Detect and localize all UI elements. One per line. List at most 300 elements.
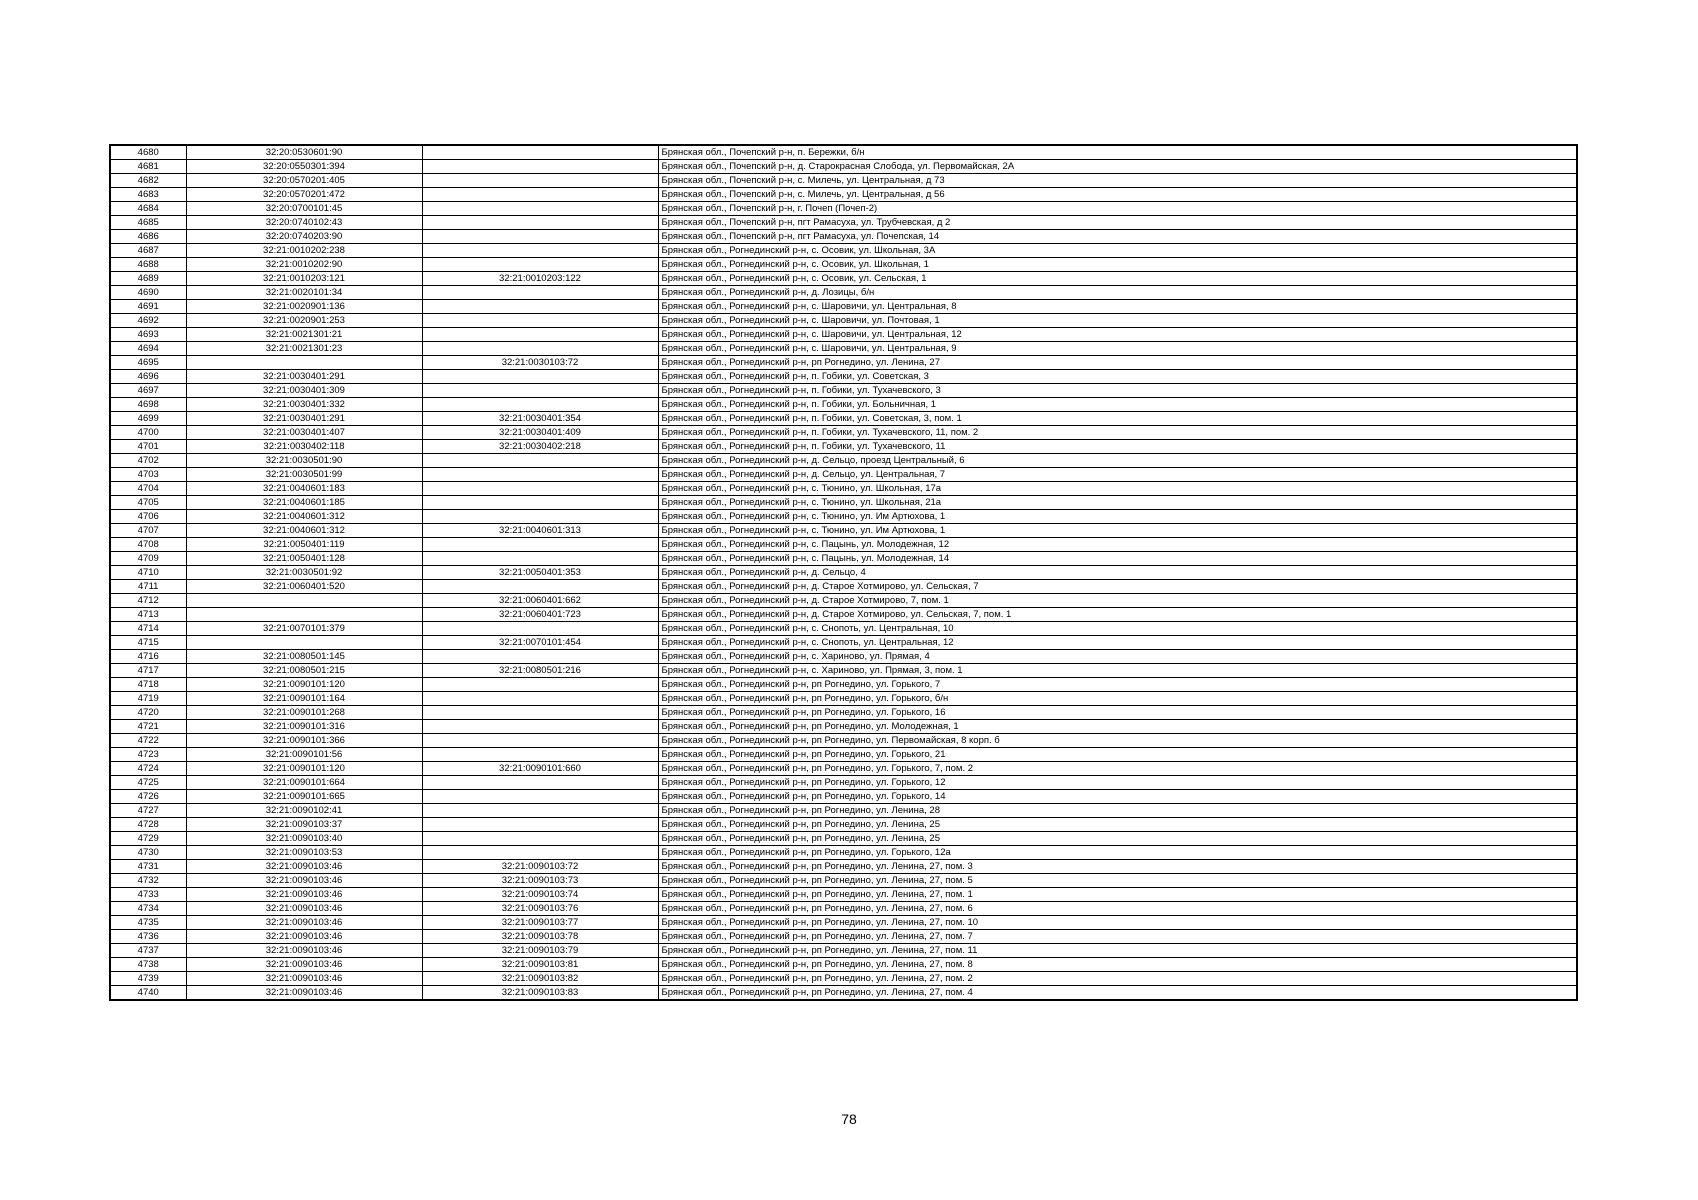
table-row [110, 510, 1577, 524]
cadastral-number-cell: 32:21:0040601:312 [186, 510, 422, 524]
cadastral-number-cell: 32:21:0090101:268 [186, 706, 422, 720]
row-number-cell: 4699 [110, 412, 186, 426]
related-cadastral-number-cell [422, 174, 658, 188]
cadastral-number-cell: 32:21:0030501:92 [186, 566, 422, 580]
address-cell: Брянская обл., Рогнединский р-н, с. Тюнино, ул. Школьная, 17а [658, 482, 1577, 496]
address-cell: Брянская обл., Рогнединский р-н, п. Гобики, ул. Больничная, 1 [658, 398, 1577, 412]
address-cell: Брянская обл., Рогнединский р-н, д. Сельцо, проезд Центральный, 6 [658, 454, 1577, 468]
row-number-cell: 4712 [110, 594, 186, 608]
row-number-cell: 4702 [110, 454, 186, 468]
cadastral-number-cell: 32:21:0090101:664 [186, 776, 422, 790]
row-number-cell: 4725 [110, 776, 186, 790]
address-cell: Брянская обл., Рогнединский р-н, п. Гобики, ул. Тухачевского, 3 [658, 384, 1577, 398]
cadastral-number-cell [186, 356, 422, 370]
table-body [110, 145, 1577, 1000]
cadastral-number-cell: 32:21:0030401:291 [186, 370, 422, 384]
address-cell: Брянская обл., Рогнединский р-н, рп Рогнедино, ул. Ленина, 27, пом. 11 [658, 944, 1577, 958]
related-cadastral-number-cell [422, 482, 658, 496]
cadastral-number-cell: 32:21:0090103:46 [186, 958, 422, 972]
table-row [110, 594, 1577, 608]
address-cell: Брянская обл., Рогнединский р-н, д. Сельцо, 4 [658, 566, 1577, 580]
row-number-cell: 4731 [110, 860, 186, 874]
address-cell: Брянская обл., Почепский р-н, д. Старокрасная Слобода, ул. Первомайская, 2А [658, 160, 1577, 174]
row-number-cell: 4682 [110, 174, 186, 188]
row-number-cell: 4736 [110, 930, 186, 944]
related-cadastral-number-cell [422, 202, 658, 216]
table-row [110, 314, 1577, 328]
row-number-cell: 4734 [110, 902, 186, 916]
row-number-cell: 4729 [110, 832, 186, 846]
related-cadastral-number-cell [422, 678, 658, 692]
row-number-cell: 4689 [110, 272, 186, 286]
property-table [109, 144, 1578, 1001]
row-number-cell: 4737 [110, 944, 186, 958]
table-row [110, 496, 1577, 510]
cadastral-number-cell: 32:21:0070101:379 [186, 622, 422, 636]
table-row [110, 664, 1577, 678]
row-number-cell: 4717 [110, 664, 186, 678]
address-cell: Брянская обл., Рогнединский р-н, п. Гобики, ул. Тухачевского, 11 [658, 440, 1577, 454]
address-cell: Брянская обл., Рогнединский р-н, рп Рогнедино, ул. Молодежная, 1 [658, 720, 1577, 734]
address-cell: Брянская обл., Рогнединский р-н, рп Рогнедино, ул. Горького, 16 [658, 706, 1577, 720]
row-number-cell: 4693 [110, 328, 186, 342]
related-cadastral-number-cell: 32:21:0090103:79 [422, 944, 658, 958]
related-cadastral-number-cell [422, 538, 658, 552]
address-cell: Брянская обл., Рогнединский р-н, д. Лозицы, б/н [658, 286, 1577, 300]
table-row [110, 566, 1577, 580]
cadastral-number-cell: 32:21:0080501:145 [186, 650, 422, 664]
row-number-cell: 4732 [110, 874, 186, 888]
row-number-cell: 4714 [110, 622, 186, 636]
related-cadastral-number-cell [422, 300, 658, 314]
address-cell: Брянская обл., Рогнединский р-н, с. Шаровичи, ул. Центральная, 12 [658, 328, 1577, 342]
address-cell: Брянская обл., Рогнединский р-н, с. Тюнино, ул. Им Артюхова, 1 [658, 524, 1577, 538]
address-cell: Брянская обл., Рогнединский р-н, с. Осовик, ул. Школьная, 3А [658, 244, 1577, 258]
row-number-cell: 4692 [110, 314, 186, 328]
table-row [110, 748, 1577, 762]
cadastral-number-cell: 32:21:0050401:128 [186, 552, 422, 566]
row-number-cell: 4710 [110, 566, 186, 580]
related-cadastral-number-cell: 32:21:0090103:77 [422, 916, 658, 930]
row-number-cell: 4719 [110, 692, 186, 706]
cadastral-number-cell: 32:21:0020101:34 [186, 286, 422, 300]
related-cadastral-number-cell [422, 552, 658, 566]
related-cadastral-number-cell [422, 244, 658, 258]
table-row [110, 258, 1577, 272]
table-row [110, 230, 1577, 244]
address-cell: Брянская обл., Рогнединский р-н, с. Шаровичи, ул. Центральная, 9 [658, 342, 1577, 356]
table-row [110, 202, 1577, 216]
row-number-cell: 4738 [110, 958, 186, 972]
table-row [110, 398, 1577, 412]
row-number-cell: 4709 [110, 552, 186, 566]
address-cell: Брянская обл., Рогнединский р-н, с. Осовик, ул. Сельская, 1 [658, 272, 1577, 286]
row-number-cell: 4694 [110, 342, 186, 356]
row-number-cell: 4718 [110, 678, 186, 692]
row-number-cell: 4687 [110, 244, 186, 258]
table-row [110, 944, 1577, 958]
row-number-cell: 4703 [110, 468, 186, 482]
table-row [110, 832, 1577, 846]
related-cadastral-number-cell: 32:21:0050401:353 [422, 566, 658, 580]
cadastral-number-cell: 32:21:0090103:46 [186, 930, 422, 944]
cadastral-number-cell: 32:21:0090103:46 [186, 874, 422, 888]
row-number-cell: 4685 [110, 216, 186, 230]
cadastral-number-cell: 32:20:0740102:43 [186, 216, 422, 230]
address-cell: Брянская обл., Рогнединский р-н, рп Рогнедино, ул. Ленина, 27 [658, 356, 1577, 370]
table-row [110, 958, 1577, 972]
cadastral-number-cell: 32:20:0550301:394 [186, 160, 422, 174]
table-row [110, 846, 1577, 860]
row-number-cell: 4726 [110, 790, 186, 804]
table-row [110, 874, 1577, 888]
related-cadastral-number-cell [422, 160, 658, 174]
row-number-cell: 4740 [110, 986, 186, 1001]
related-cadastral-number-cell [422, 314, 658, 328]
address-cell: Брянская обл., Рогнединский р-н, с. Пацынь, ул. Молодежная, 12 [658, 538, 1577, 552]
row-number-cell: 4735 [110, 916, 186, 930]
table-row [110, 244, 1577, 258]
related-cadastral-number-cell [422, 188, 658, 202]
related-cadastral-number-cell [422, 468, 658, 482]
address-cell: Брянская обл., Рогнединский р-н, с. Хариново, ул. Прямая, 3, пом. 1 [658, 664, 1577, 678]
row-number-cell: 4707 [110, 524, 186, 538]
table-row [110, 636, 1577, 650]
table-row [110, 650, 1577, 664]
row-number-cell: 4680 [110, 145, 186, 160]
row-number-cell: 4728 [110, 818, 186, 832]
table-row [110, 216, 1577, 230]
related-cadastral-number-cell [422, 145, 658, 160]
address-cell: Брянская обл., Рогнединский р-н, рп Рогнедино, ул. Ленина, 27, пом. 1 [658, 888, 1577, 902]
table-row [110, 608, 1577, 622]
related-cadastral-number-cell: 32:21:0090103:81 [422, 958, 658, 972]
row-number-cell: 4695 [110, 356, 186, 370]
table-row [110, 930, 1577, 944]
cadastral-number-cell: 32:21:0020901:136 [186, 300, 422, 314]
related-cadastral-number-cell [422, 846, 658, 860]
cadastral-number-cell: 32:21:0090101:665 [186, 790, 422, 804]
row-number-cell: 4705 [110, 496, 186, 510]
cadastral-number-cell: 32:20:0530601:90 [186, 145, 422, 160]
cadastral-number-cell: 32:20:0570201:405 [186, 174, 422, 188]
table-row [110, 580, 1577, 594]
related-cadastral-number-cell [422, 384, 658, 398]
cadastral-number-cell: 32:21:0090103:46 [186, 860, 422, 874]
address-cell: Брянская обл., Почепский р-н, с. Милечь, ул. Центральная, д 73 [658, 174, 1577, 188]
table-row [110, 818, 1577, 832]
table-row [110, 720, 1577, 734]
cadastral-number-cell: 32:21:0030501:90 [186, 454, 422, 468]
address-cell: Брянская обл., Рогнединский р-н, рп Рогнедино, ул. Первомайская, 8 корп. б [658, 734, 1577, 748]
table-row [110, 174, 1577, 188]
row-number-cell: 4716 [110, 650, 186, 664]
table-row [110, 342, 1577, 356]
row-number-cell: 4733 [110, 888, 186, 902]
table-row [110, 524, 1577, 538]
row-number-cell: 4715 [110, 636, 186, 650]
related-cadastral-number-cell: 32:21:0090103:73 [422, 874, 658, 888]
address-cell: Брянская обл., Рогнединский р-н, с. Тюнино, ул. Школьная, 21а [658, 496, 1577, 510]
table-row [110, 986, 1577, 1001]
table-row [110, 300, 1577, 314]
cadastral-number-cell: 32:21:0080501:215 [186, 664, 422, 678]
table-row [110, 286, 1577, 300]
address-cell: Брянская обл., Рогнединский р-н, рп Рогнедино, ул. Ленина, 27, пом. 7 [658, 930, 1577, 944]
cadastral-number-cell: 32:21:0090101:316 [186, 720, 422, 734]
related-cadastral-number-cell: 32:21:0060401:662 [422, 594, 658, 608]
row-number-cell: 4739 [110, 972, 186, 986]
related-cadastral-number-cell: 32:21:0060401:723 [422, 608, 658, 622]
related-cadastral-number-cell [422, 790, 658, 804]
address-cell: Брянская обл., Рогнединский р-н, рп Рогнедино, ул. Ленина, 27, пом. 10 [658, 916, 1577, 930]
cadastral-number-cell: 32:21:0030401:309 [186, 384, 422, 398]
table-row [110, 160, 1577, 174]
table-row [110, 272, 1577, 286]
related-cadastral-number-cell: 32:21:0030401:354 [422, 412, 658, 426]
address-cell: Брянская обл., Рогнединский р-н, п. Гобики, ул. Советская, 3 [658, 370, 1577, 384]
related-cadastral-number-cell [422, 804, 658, 818]
table-row [110, 790, 1577, 804]
related-cadastral-number-cell: 32:21:0080501:216 [422, 664, 658, 678]
related-cadastral-number-cell [422, 286, 658, 300]
table-row [110, 426, 1577, 440]
address-cell: Брянская обл., Рогнединский р-н, с. Снопоть, ул. Центральная, 12 [658, 636, 1577, 650]
cadastral-number-cell: 32:21:0010202:238 [186, 244, 422, 258]
related-cadastral-number-cell: 32:21:0010203:122 [422, 272, 658, 286]
table-row [110, 454, 1577, 468]
related-cadastral-number-cell [422, 580, 658, 594]
row-number-cell: 4697 [110, 384, 186, 398]
address-cell: Брянская обл., Рогнединский р-н, рп Рогнедино, ул. Ленина, 28 [658, 804, 1577, 818]
address-cell: Брянская обл., Рогнединский р-н, с. Шаровичи, ул. Почтовая, 1 [658, 314, 1577, 328]
address-cell: Брянская обл., Рогнединский р-н, д. Старое Хотмирово, ул. Сельская, 7, пом. 1 [658, 608, 1577, 622]
address-cell: Брянская обл., Рогнединский р-н, рп Рогнедино, ул. Горького, 14 [658, 790, 1577, 804]
related-cadastral-number-cell [422, 328, 658, 342]
related-cadastral-number-cell [422, 832, 658, 846]
related-cadastral-number-cell [422, 776, 658, 790]
cadastral-number-cell: 32:21:0090103:40 [186, 832, 422, 846]
table-row [110, 706, 1577, 720]
cadastral-number-cell: 32:21:0090103:37 [186, 818, 422, 832]
address-cell: Брянская обл., Рогнединский р-н, д. Старое Хотмирово, ул. Сельская, 7 [658, 580, 1577, 594]
related-cadastral-number-cell [422, 692, 658, 706]
address-cell: Брянская обл., Почепский р-н, п. Бережки, б/н [658, 145, 1577, 160]
table-row [110, 370, 1577, 384]
cadastral-number-cell [186, 594, 422, 608]
table-row [110, 692, 1577, 706]
address-cell: Брянская обл., Почепский р-н, пгт Рамасуха, ул. Почепская, 14 [658, 230, 1577, 244]
related-cadastral-number-cell: 32:21:0040601:313 [422, 524, 658, 538]
row-number-cell: 4724 [110, 762, 186, 776]
address-cell: Брянская обл., Рогнединский р-н, рп Рогнедино, ул. Ленина, 27, пом. 3 [658, 860, 1577, 874]
row-number-cell: 4708 [110, 538, 186, 552]
row-number-cell: 4727 [110, 804, 186, 818]
address-cell: Брянская обл., Рогнединский р-н, рп Рогнедино, ул. Ленина, 27, пом. 8 [658, 958, 1577, 972]
related-cadastral-number-cell [422, 706, 658, 720]
table-row [110, 384, 1577, 398]
table-row [110, 622, 1577, 636]
row-number-cell: 4684 [110, 202, 186, 216]
related-cadastral-number-cell: 32:21:0090103:82 [422, 972, 658, 986]
cadastral-number-cell: 32:21:0090103:46 [186, 986, 422, 1001]
cadastral-number-cell: 32:21:0030501:99 [186, 468, 422, 482]
related-cadastral-number-cell: 32:21:0030402:218 [422, 440, 658, 454]
cadastral-number-cell: 32:21:0040601:183 [186, 482, 422, 496]
cadastral-number-cell: 32:21:0030401:407 [186, 426, 422, 440]
table-row [110, 412, 1577, 426]
address-cell: Брянская обл., Почепский р-н, пгт Рамасуха, ул. Трубчевская, д 2 [658, 216, 1577, 230]
related-cadastral-number-cell [422, 510, 658, 524]
cadastral-number-cell: 32:21:0090101:120 [186, 762, 422, 776]
table-row [110, 145, 1577, 160]
row-number-cell: 4723 [110, 748, 186, 762]
related-cadastral-number-cell: 32:21:0090103:72 [422, 860, 658, 874]
table-row [110, 972, 1577, 986]
row-number-cell: 4721 [110, 720, 186, 734]
row-number-cell: 4683 [110, 188, 186, 202]
row-number-cell: 4704 [110, 482, 186, 496]
row-number-cell: 4701 [110, 440, 186, 454]
row-number-cell: 4698 [110, 398, 186, 412]
cadastral-number-cell: 32:21:0010202:90 [186, 258, 422, 272]
cadastral-number-cell: 32:21:0090103:46 [186, 888, 422, 902]
row-number-cell: 4700 [110, 426, 186, 440]
related-cadastral-number-cell [422, 230, 658, 244]
address-cell: Брянская обл., Рогнединский р-н, рп Рогнедино, ул. Ленина, 27, пом. 2 [658, 972, 1577, 986]
row-number-cell: 4713 [110, 608, 186, 622]
related-cadastral-number-cell: 32:21:0030401:409 [422, 426, 658, 440]
cadastral-number-cell: 32:21:0021301:21 [186, 328, 422, 342]
related-cadastral-number-cell [422, 454, 658, 468]
row-number-cell: 4686 [110, 230, 186, 244]
table-row [110, 804, 1577, 818]
row-number-cell: 4696 [110, 370, 186, 384]
address-cell: Брянская обл., Рогнединский р-н, рп Рогнедино, ул. Горького, 7 [658, 678, 1577, 692]
related-cadastral-number-cell: 32:21:0090103:76 [422, 902, 658, 916]
related-cadastral-number-cell: 32:21:0090103:74 [422, 888, 658, 902]
related-cadastral-number-cell: 32:21:0070101:454 [422, 636, 658, 650]
cadastral-number-cell: 32:21:0090103:53 [186, 846, 422, 860]
page-number: 78 [841, 1111, 857, 1127]
address-cell: Брянская обл., Рогнединский р-н, рп Рогнедино, ул. Ленина, 27, пом. 4 [658, 986, 1577, 1001]
address-cell: Брянская обл., Рогнединский р-н, рп Рогнедино, ул. Горького, 12а [658, 846, 1577, 860]
cadastral-number-cell: 32:21:0090103:46 [186, 902, 422, 916]
table-row [110, 678, 1577, 692]
related-cadastral-number-cell: 32:21:0090103:78 [422, 930, 658, 944]
related-cadastral-number-cell [422, 734, 658, 748]
cadastral-number-cell: 32:21:0010203:121 [186, 272, 422, 286]
cadastral-number-cell: 32:21:0021301:23 [186, 342, 422, 356]
row-number-cell: 4720 [110, 706, 186, 720]
address-cell: Брянская обл., Рогнединский р-н, с. Пацынь, ул. Молодежная, 14 [658, 552, 1577, 566]
related-cadastral-number-cell [422, 650, 658, 664]
cadastral-number-cell: 32:20:0700101:45 [186, 202, 422, 216]
row-number-cell: 4711 [110, 580, 186, 594]
row-number-cell: 4681 [110, 160, 186, 174]
cadastral-number-cell: 32:21:0050401:119 [186, 538, 422, 552]
address-cell: Брянская обл., Рогнединский р-н, п. Гобики, ул. Советская, 3, пом. 1 [658, 412, 1577, 426]
address-cell: Брянская обл., Рогнединский р-н, рп Рогнедино, ул. Горького, 12 [658, 776, 1577, 790]
table-row [110, 440, 1577, 454]
row-number-cell: 4688 [110, 258, 186, 272]
related-cadastral-number-cell [422, 720, 658, 734]
row-number-cell: 4706 [110, 510, 186, 524]
address-cell: Брянская обл., Рогнединский р-н, с. Тюнино, ул. Им Артюхова, 1 [658, 510, 1577, 524]
cadastral-number-cell: 32:21:0040601:312 [186, 524, 422, 538]
table-row [110, 188, 1577, 202]
related-cadastral-number-cell: 32:21:0090103:83 [422, 986, 658, 1001]
cadastral-number-cell: 32:21:0090103:46 [186, 916, 422, 930]
row-number-cell: 4691 [110, 300, 186, 314]
cadastral-number-cell: 32:21:0020901:253 [186, 314, 422, 328]
cadastral-number-cell: 32:21:0030402:118 [186, 440, 422, 454]
row-number-cell: 4722 [110, 734, 186, 748]
cadastral-number-cell: 32:20:0570201:472 [186, 188, 422, 202]
table-row [110, 552, 1577, 566]
related-cadastral-number-cell: 32:21:0030103:72 [422, 356, 658, 370]
table-row [110, 734, 1577, 748]
table-row [110, 356, 1577, 370]
table-row [110, 902, 1577, 916]
table-row [110, 762, 1577, 776]
related-cadastral-number-cell [422, 370, 658, 384]
table-row [110, 328, 1577, 342]
table-row [110, 916, 1577, 930]
table-row [110, 538, 1577, 552]
address-cell: Брянская обл., Рогнединский р-н, рп Рогнедино, ул. Ленина, 25 [658, 818, 1577, 832]
address-cell: Брянская обл., Рогнединский р-н, рп Рогнедино, ул. Ленина, 25 [658, 832, 1577, 846]
address-cell: Брянская обл., Рогнединский р-н, рп Рогнедино, ул. Горького, 21 [658, 748, 1577, 762]
row-number-cell: 4730 [110, 846, 186, 860]
table-row [110, 776, 1577, 790]
related-cadastral-number-cell: 32:21:0090101:660 [422, 762, 658, 776]
cadastral-number-cell: 32:21:0090103:46 [186, 944, 422, 958]
cadastral-number-cell: 32:21:0090103:46 [186, 972, 422, 986]
table-row [110, 888, 1577, 902]
address-cell: Брянская обл., Почепский р-н, г. Почеп (Почеп-2) [658, 202, 1577, 216]
table-row [110, 482, 1577, 496]
cadastral-number-cell: 32:21:0090101:56 [186, 748, 422, 762]
related-cadastral-number-cell [422, 342, 658, 356]
related-cadastral-number-cell [422, 622, 658, 636]
address-cell: Брянская обл., Рогнединский р-н, рп Рогнедино, ул. Ленина, 27, пом. 5 [658, 874, 1577, 888]
cadastral-number-cell: 32:21:0060401:520 [186, 580, 422, 594]
cadastral-number-cell: 32:21:0090101:120 [186, 678, 422, 692]
row-number-cell: 4690 [110, 286, 186, 300]
address-cell: Брянская обл., Почепский р-н, с. Милечь, ул. Центральная, д 56 [658, 188, 1577, 202]
cadastral-number-cell: 32:21:0090101:164 [186, 692, 422, 706]
address-cell: Брянская обл., Рогнединский р-н, п. Гобики, ул. Тухачевского, 11, пом. 2 [658, 426, 1577, 440]
address-cell: Брянская обл., Рогнединский р-н, с. Шаровичи, ул. Центральная, 8 [658, 300, 1577, 314]
address-cell: Брянская обл., Рогнединский р-н, д. Сельцо, ул. Центральная, 7 [658, 468, 1577, 482]
address-cell: Брянская обл., Рогнединский р-н, с. Осовик, ул. Школьная, 1 [658, 258, 1577, 272]
address-cell: Брянская обл., Рогнединский р-н, с. Хариново, ул. Прямая, 4 [658, 650, 1577, 664]
cadastral-number-cell: 32:21:0030401:332 [186, 398, 422, 412]
cadastral-number-cell: 32:21:0030401:291 [186, 412, 422, 426]
address-cell: Брянская обл., Рогнединский р-н, д. Старое Хотмирово, 7, пом. 1 [658, 594, 1577, 608]
cadastral-number-cell [186, 636, 422, 650]
table-row [110, 860, 1577, 874]
address-cell: Брянская обл., Рогнединский р-н, рп Рогнедино, ул. Ленина, 27, пом. 6 [658, 902, 1577, 916]
related-cadastral-number-cell [422, 258, 658, 272]
cadastral-number-cell [186, 608, 422, 622]
cadastral-number-cell: 32:20:0740203:90 [186, 230, 422, 244]
related-cadastral-number-cell [422, 496, 658, 510]
related-cadastral-number-cell [422, 216, 658, 230]
related-cadastral-number-cell [422, 398, 658, 412]
cadastral-number-cell: 32:21:0090102:41 [186, 804, 422, 818]
